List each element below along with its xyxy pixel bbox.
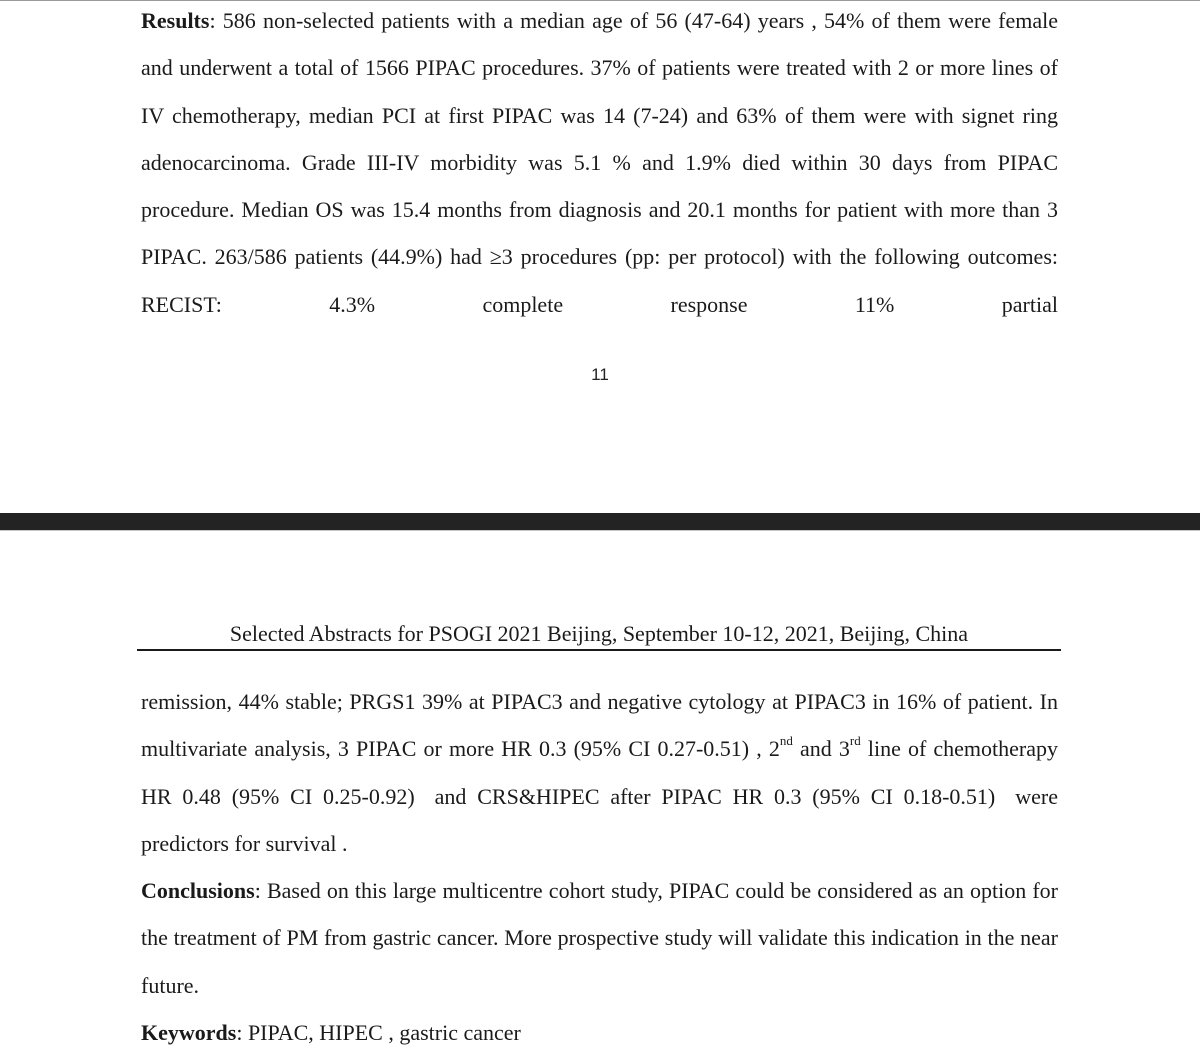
- results-continued-text-3: line of chemotherapy HR 0.48 (95% CI 0.25-0.92): [141, 736, 1059, 809]
- keywords-paragraph: [141, 1009, 1058, 1056]
- page-number: 11: [591, 365, 609, 384]
- keywords-label: Keywords: [141, 1020, 237, 1045]
- page-divider: [0, 513, 1200, 530]
- conclusions-text: : Based on this large multicentre cohort study, PIPAC could be considered as an option for the treatment of PM from gastric cancer. More prospective study will validate this indication in the near future.: [141, 878, 1058, 998]
- results-continued-text-1: remission, 44% stable; PRGS1 39% at PIPAC3 and negative cytology at PIPAC3 in 16% of patient. In multivariate analysis, 3 PIPAC or more HR 0.3 (95% CI 0.27-0.51) , 2: [141, 689, 1058, 762]
- running-header-rule: [137, 649, 1061, 651]
- keywords-text: : PIPAC, HIPEC , gastric cancer: [236, 1020, 521, 1045]
- results-text: : 586 non-selected patients with a median age of 56 (47-64) years , 54% of them were female and underwent a total of 1566 PIPAC procedures. 37% of patients were treated with 2 or more lines of IV chemotherapy, median PCI at first PIPAC was 14 (7-24) and 63% of them were with signet ring adenocarcinoma. Grade III-IV morbidity was 5.1 % and 1.9% died within 30 days from PIPAC procedure. Median OS was 15.4 months from diagnosis and 20.1 months for patient with more than 3 PIPAC. 263/586 patients (44.9%) had ≥3 procedures (pp: per protocol) with the following outcomes: RECIST: 4.3% complete response 11% partial: [141, 8, 1058, 317]
- superscript-rd: rd: [849, 732, 861, 748]
- page-divider-edge: [0, 530, 1200, 531]
- results-paragraph: [141, 0, 1058, 328]
- results-continued-paragraph: [141, 678, 1058, 867]
- conclusions-paragraph: [141, 867, 1058, 1009]
- conclusions-label: Conclusions: [141, 878, 255, 903]
- results-continued-text-5: were predictors for survival .: [141, 783, 1058, 856]
- superscript-nd: nd: [779, 732, 793, 748]
- results-continued-text-2: and 3: [792, 736, 850, 762]
- running-header: Selected Abstracts for PSOGI 2021 Beijing, September 10-12, 2021, Beijing, China: [229, 621, 969, 646]
- results-continued-text-4: and CRS&HIPEC after PIPAC HR 0.3 (95% CI 0.18-0.51): [434, 783, 996, 809]
- results-label: Results: [141, 8, 210, 33]
